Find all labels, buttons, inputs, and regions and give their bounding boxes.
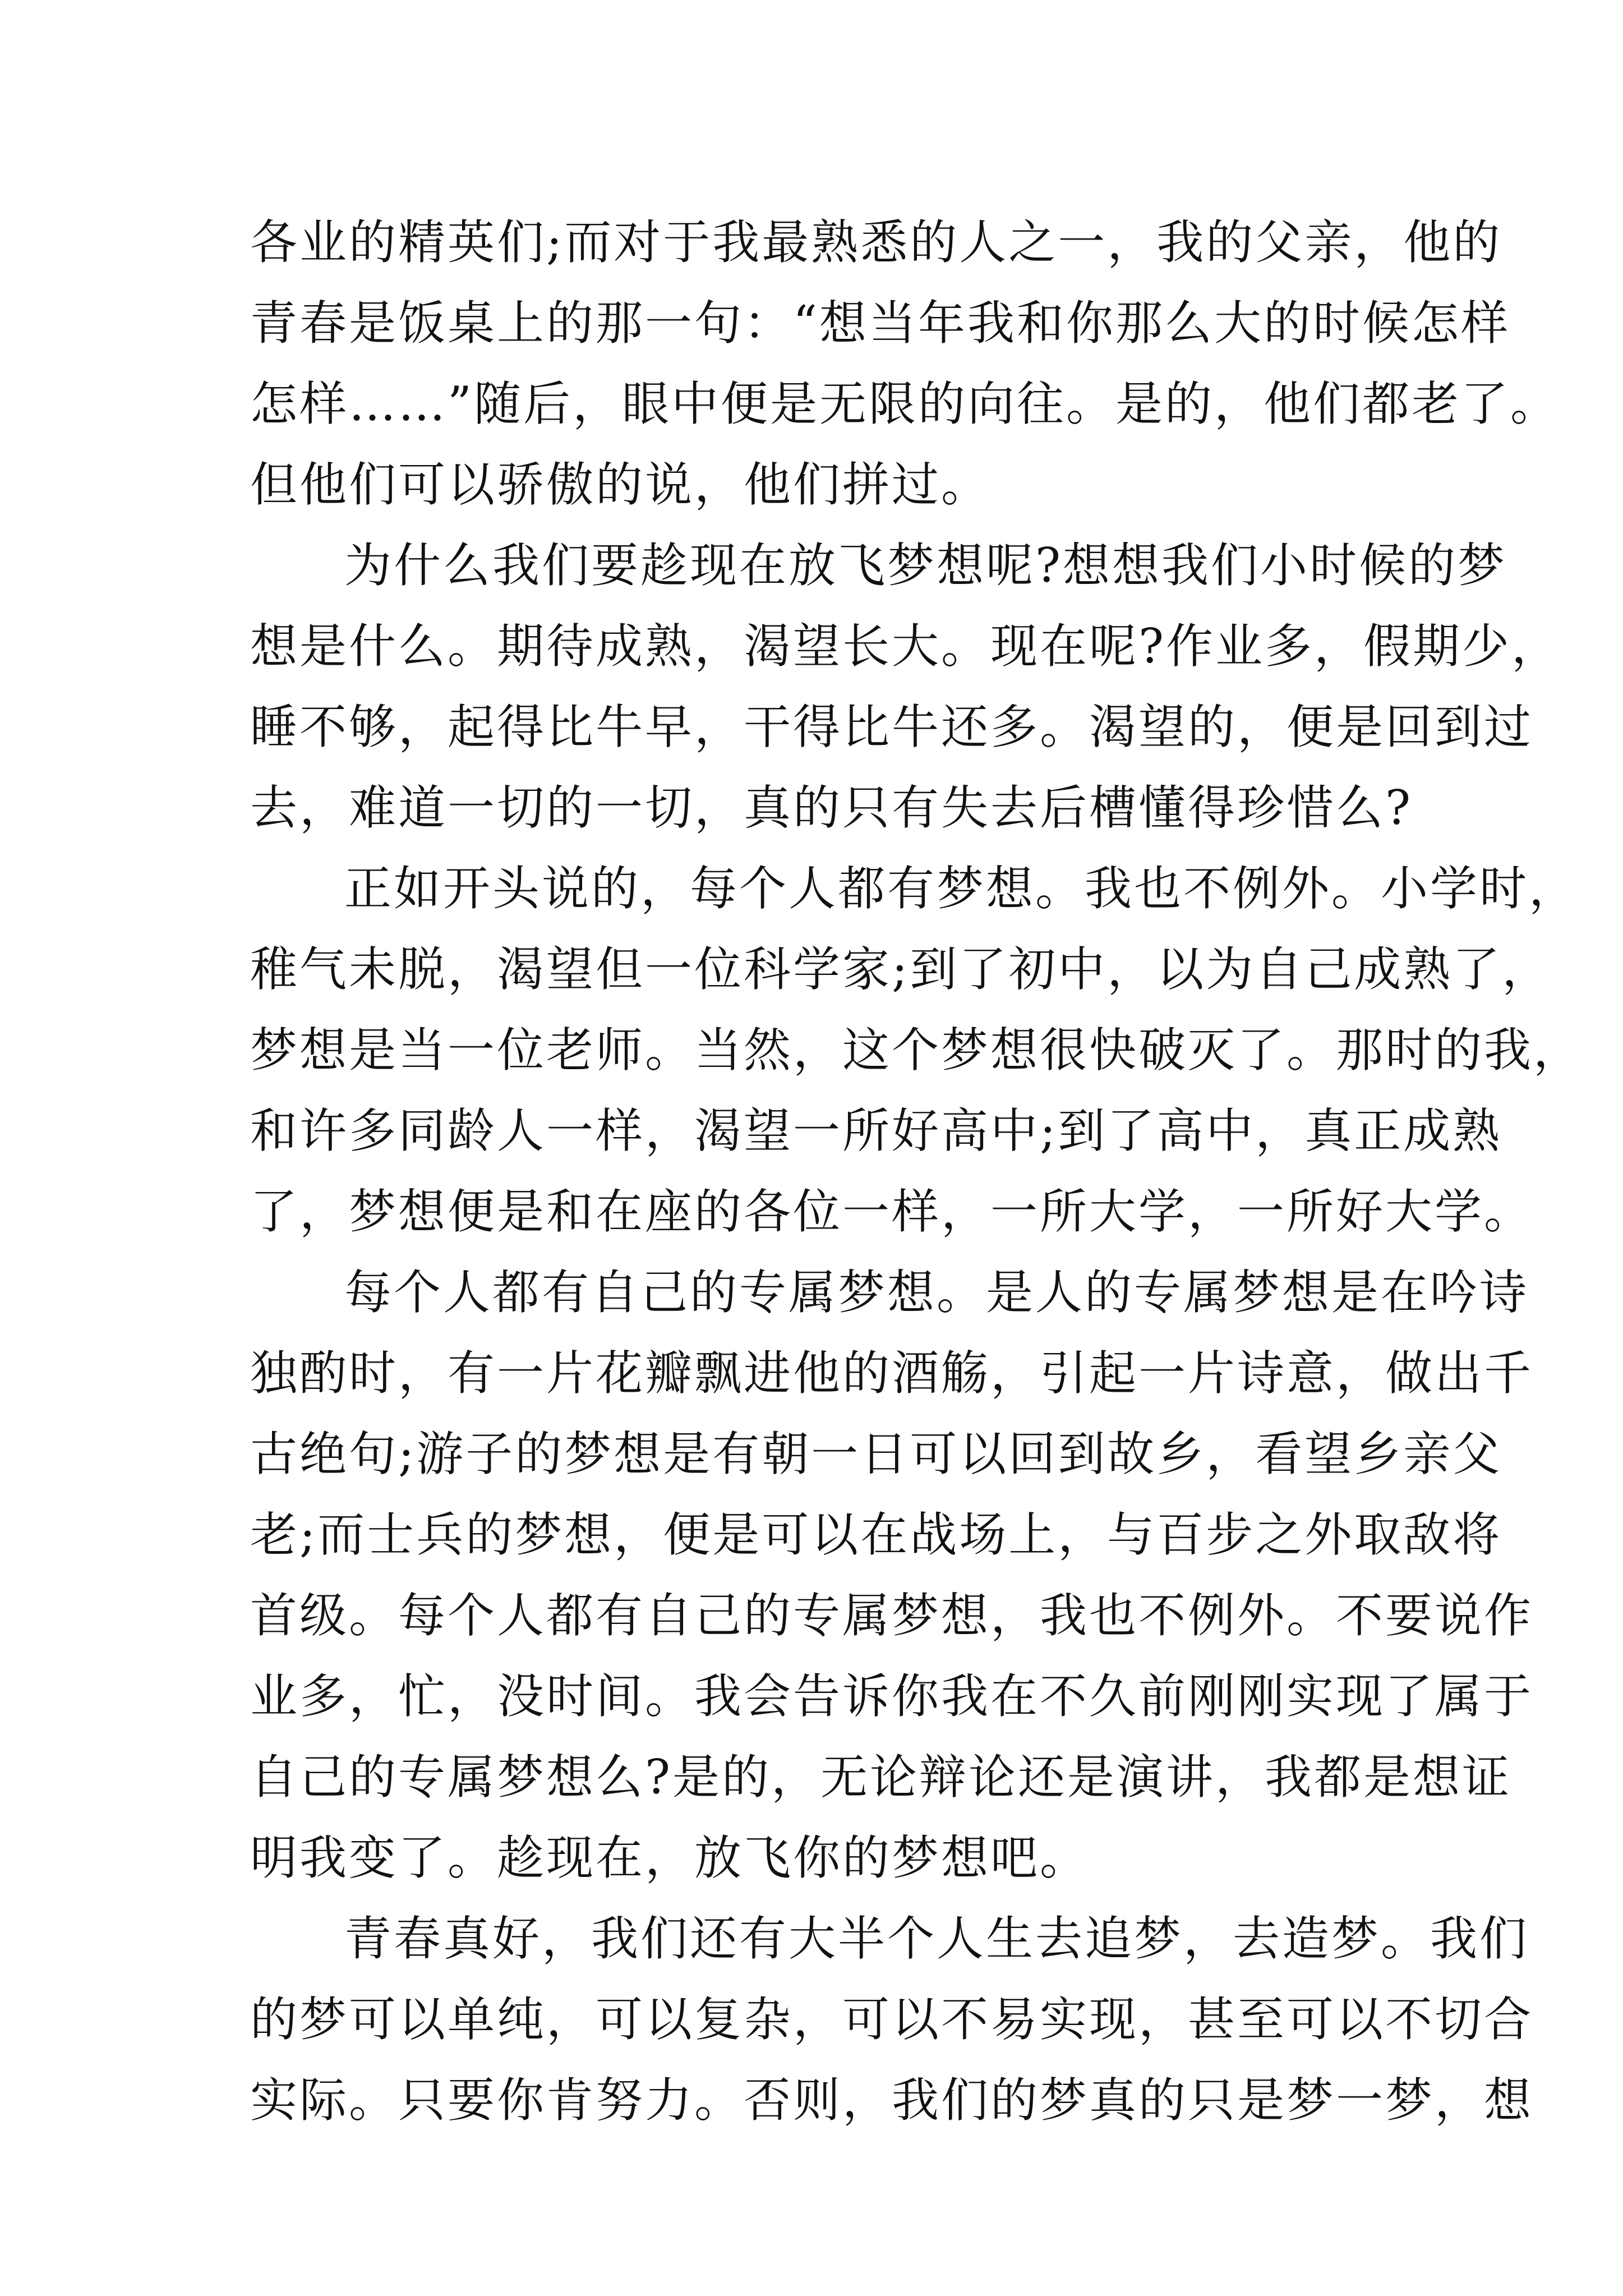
text-line: 首级。每个人都有自己的专属梦想，我也不例外。不要说作: [250, 1588, 1534, 1643]
text-line: 业多，忙，没时间。我会告诉你我在不久前刚刚实现了属于: [250, 1669, 1534, 1724]
text-line: 实际。只要你肯努力。否则，我们的梦真的只是梦一梦，想: [250, 2073, 1534, 2128]
text-line: 古绝句;游子的梦想是有朝一日可以回到故乡，看望乡亲父: [250, 1427, 1502, 1481]
paragraph-first-line: 正如开头说的，每个人都有梦想。我也不例外。小学时，: [344, 861, 1579, 916]
text-line: 独酌时，有一片花瓣飘进他的酒觞，引起一片诗意，做出千: [250, 1346, 1534, 1401]
text-line: 稚气未脱，渴望但一位科学家;到了初中，以为自己成熟了，: [250, 942, 1552, 997]
paragraph-first-line: 青春真好，我们还有大半个人生去追梦，去造梦。我们: [344, 1911, 1529, 1966]
text-line: 想是什么。期待成熟，渴望长大。现在呢?作业多，假期少，: [250, 619, 1561, 674]
paragraph-first-line: 每个人都有自己的专属梦想。是人的专属梦想是在吟诗: [344, 1265, 1529, 1320]
text-line: 怎样……”随后，眼中便是无限的向往。是的，他们都老了。: [250, 376, 1560, 431]
text-line: 自己的专属梦想么?是的，无论辩论还是演讲，我都是想证: [250, 1750, 1512, 1805]
text-line: 老;而士兵的梦想，便是可以在战场上，与百步之外取敌将: [250, 1507, 1502, 1562]
text-line: 的梦可以单纯，可以复杂，可以不易实现，甚至可以不切合: [250, 1992, 1534, 2047]
document-body: [250, 202, 1583, 2141]
text-line: 但他们可以骄傲的说，他们拼过。: [250, 457, 991, 512]
text-line: 梦想是当一位老师。当然，这个梦想很快破灭了。那时的我，: [250, 1023, 1583, 1078]
text-line: 各业的精英们;而对于我最熟悉的人之一，我的父亲，他的: [250, 215, 1502, 270]
text-line: 去，难道一切的一切，真的只有失去后槽懂得珍惜么?: [250, 780, 1413, 835]
text-line: 睡不够，起得比牛早，干得比牛还多。渴望的，便是回到过: [250, 700, 1534, 754]
text-line: 和许多同龄人一样，渴望一所好高中;到了高中，真正成熟: [250, 1103, 1502, 1158]
paragraph-first-line: 为什么我们要趁现在放飞梦想呢?想想我们小时候的梦: [344, 538, 1507, 593]
text-line: 明我变了。趁现在，放飞你的梦想吧。: [250, 1830, 1090, 1885]
text-line: 了，梦想便是和在座的各位一样，一所大学，一所好大学。: [250, 1184, 1534, 1239]
text-line: 青春是饭桌上的那一句：“想当年我和你那么大的时候怎样: [250, 296, 1510, 351]
